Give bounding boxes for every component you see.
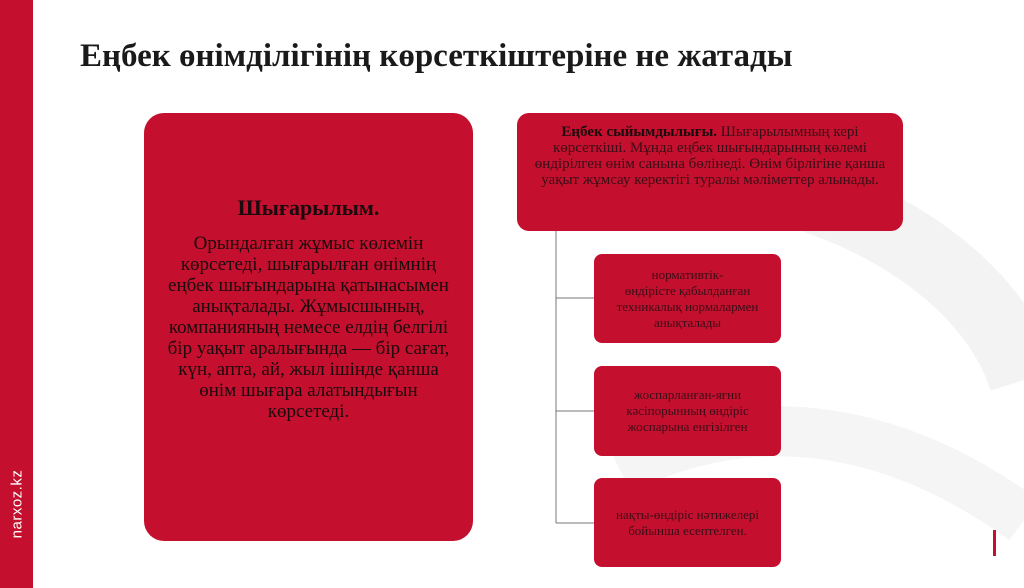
site-label: narxoz.kz bbox=[8, 469, 26, 539]
output-heading: Шығарылым. bbox=[237, 195, 380, 220]
normative-label: нормативтік- bbox=[651, 266, 724, 282]
actual-description: нақты-өндіріс нәтижелері бойынша есептелген. bbox=[616, 506, 759, 538]
corner-accent-mark bbox=[993, 530, 996, 556]
normative-labor-intensity-card bbox=[594, 254, 781, 343]
actual-labor-intensity-card bbox=[594, 478, 781, 567]
normative-description: өндірісте қабылданған техникалық нормалармен анықталады bbox=[616, 282, 759, 330]
left-accent-band bbox=[0, 0, 33, 588]
output-description: Орындалған жұмыс көлемін көрсетеді, шығарылған өнімнің еңбек шығындарына қатынасымен анықталады. Жұмысшының, компанияның немесе елдің белгілі бір уақыт аралығында — бір сағат, күн, апта, ай, жыл ішінде қанша өнім шығара алатындығын көрсетеді. bbox=[167, 233, 450, 422]
labor-intensity-description: Шығарылымның кері көрсеткіші. Мұнда еңбек шығындарының көлемі өндірілген өнім санына бөлінеді. Өнім бірлігіне қанша уақыт жұмсау керектігі туралы мәліметтер алынады. bbox=[534, 124, 886, 188]
planned-description: жоспарланған-яғни кәсіпорынның өндіріс жоспарына енгізілген bbox=[626, 387, 749, 434]
slide-title: Еңбек өнімділігінің көрсеткіштеріне не жатады bbox=[80, 38, 793, 74]
output-definition-card bbox=[144, 113, 473, 541]
planned-labor-intensity-card bbox=[594, 366, 781, 456]
labor-intensity-term: Еңбек сыйымдылығы. bbox=[561, 124, 718, 140]
labor-intensity-card bbox=[517, 113, 903, 231]
